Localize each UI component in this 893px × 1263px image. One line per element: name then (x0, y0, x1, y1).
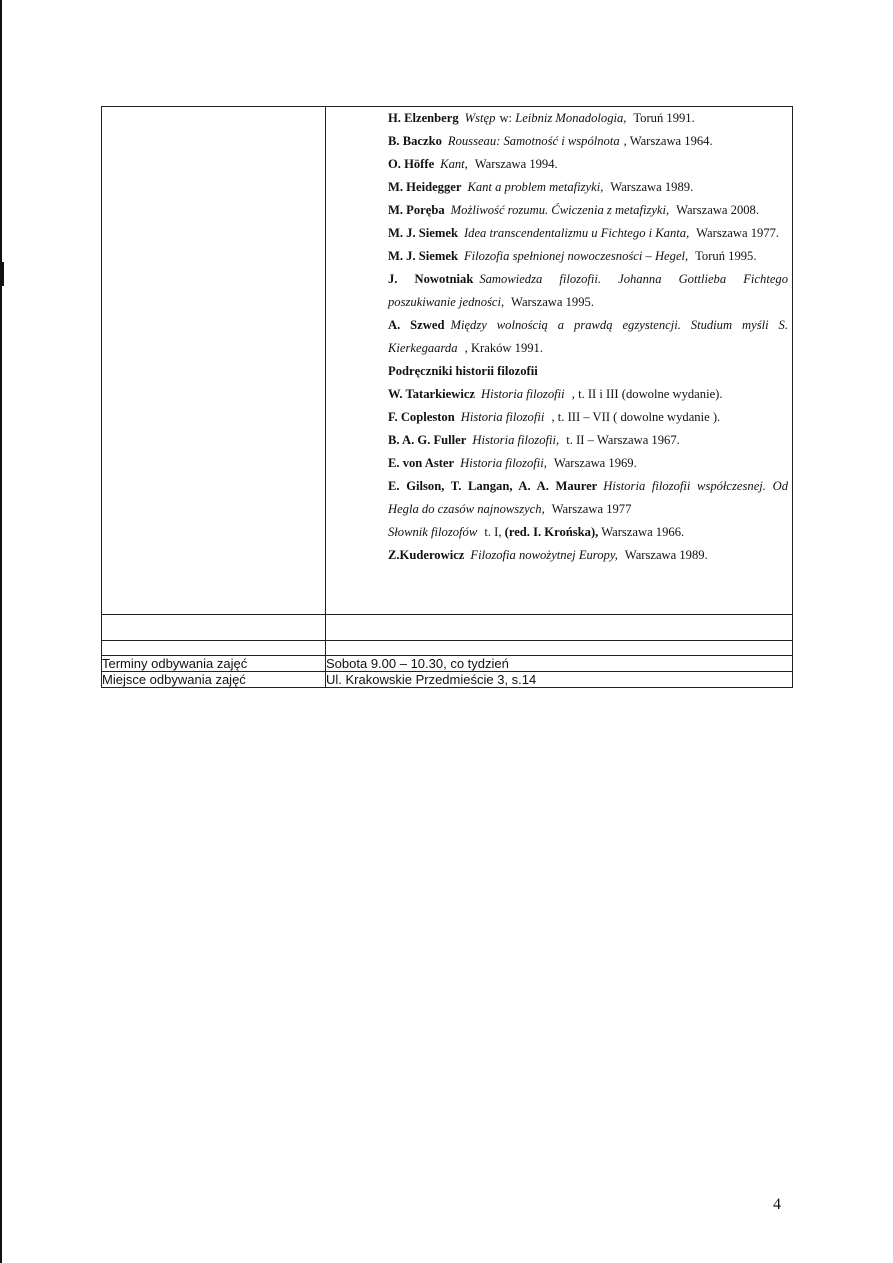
empty-cell (326, 615, 793, 641)
schedule-row (102, 656, 793, 672)
course-table (101, 106, 793, 688)
empty-cell (102, 615, 326, 641)
page-number: 4 (773, 1196, 781, 1213)
empty-row (102, 615, 793, 641)
reference-item: J. Nowotniak Samowiedza filozofii. Johanna Gottlieba Fichtego poszukiwanie jedności, Warszawa 1995. (388, 272, 789, 309)
reference-item: A. Szwed Między wolnością a prawdą egzystencji. Studium myśli S. Kierkegaarda , Kraków 1991. (388, 318, 788, 355)
reference-item: M. Heidegger Kant a problem metafizyki, Warszawa 1989. (388, 180, 694, 194)
textbook-item: E. von Aster Historia filozofii, Warszawa 1969. (388, 456, 637, 470)
empty-cell (326, 641, 793, 656)
textbook-item: Z.Kuderowicz Filozofia nowożytnej Europy, Warszawa 1989. (388, 548, 708, 562)
reference-item: B. Baczko Rousseau: Samotność i wspólnota , Warszawa 1964. (388, 134, 713, 148)
page-left-edge (0, 0, 2, 1263)
schedule-label: Terminy odbywania zajęć (102, 656, 326, 672)
textbook-item: B. A. G. Fuller Historia filozofii, t. II – Warszawa 1967. (388, 433, 680, 447)
reference-item: H. Elzenberg Wstęp w: Leibniz Monadologia, Toruń 1991. (388, 111, 695, 125)
section-heading: Podręczniki historii filozofii (388, 364, 538, 378)
reference-list (326, 107, 792, 567)
location-row (102, 672, 793, 688)
bibliography-cell (326, 107, 793, 615)
empty-cell (102, 641, 326, 656)
empty-row (102, 641, 793, 656)
reference-item: M. J. Siemek Filozofia spełnionej nowoczesności – Hegel, Toruń 1995. (388, 249, 757, 263)
reference-item: O. Höffe Kant, Warszawa 1994. (388, 157, 558, 171)
reference-item: M. J. Siemek Idea transcendentalizmu u Fichtego i Kanta, Warszawa 1977. (388, 226, 780, 240)
schedule-value: Sobota 9.00 – 10.30, co tydzień (326, 656, 793, 672)
bibliography-label-cell (102, 107, 326, 615)
textbook-item: Słownik filozofów t. I, (red. I. Krońska), Warszawa 1966. (388, 525, 685, 539)
location-label: Miejsce odbywania zajęć (102, 672, 326, 688)
reference-item: M. Poręba Możliwość rozumu. Ćwiczenia z metafizyki, Warszawa 2008. (388, 203, 760, 217)
location-value: Ul. Krakowskie Przedmieście 3, s.14 (326, 672, 793, 688)
bibliography-row (102, 107, 793, 615)
binding-mark (0, 262, 4, 286)
textbook-item: E. Gilson, T. Langan, A. A. Maurer Historia filozofii współczesnej. Od Hegla do czasów najnowszych, Warszawa 1977 (388, 479, 788, 516)
textbook-item: W. Tatarkiewicz Historia filozofii , t. II i III (dowolne wydanie). (388, 387, 723, 401)
textbook-item: F. Copleston Historia filozofii , t. III – VII ( dowolne wydanie ). (388, 410, 721, 424)
